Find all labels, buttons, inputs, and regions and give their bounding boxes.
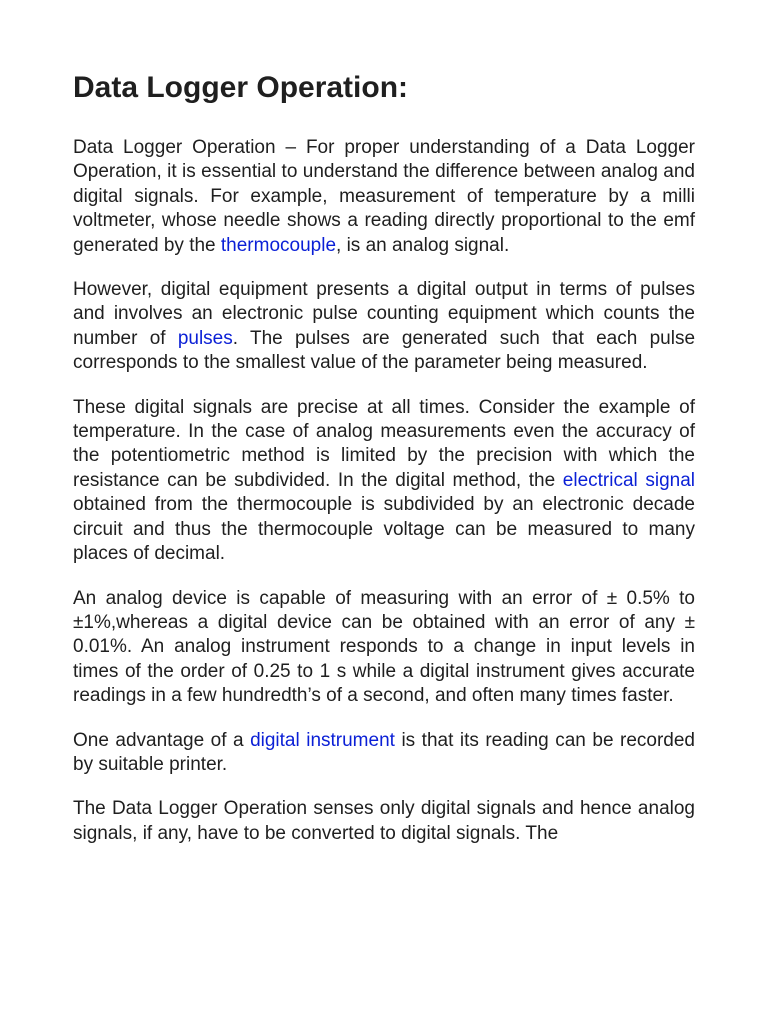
electrical-signal-link[interactable]: electrical signal — [562, 469, 695, 491]
paragraph-5-text-a: One advantage of a — [73, 729, 251, 751]
paragraph-1-text-a: Data Logger Operation – For proper understanding of a Data Logger Operation, it is essential to understand the difference between analog and digital signals. For example, measurement of temperature by a milli voltmeter, whose needle shows a reading directly proportional to the emf generated by the — [73, 137, 695, 256]
thermocouple-link[interactable]: thermocouple — [220, 234, 337, 256]
paragraph-3-text-b: obtained from the thermocouple is subdivided by an electronic decade circuit and thus the thermocouple voltage can be measured to many places of decimal. — [73, 494, 695, 565]
digital-instrument-link[interactable]: digital instrument — [250, 729, 395, 751]
paragraph-2 — [73, 278, 695, 376]
paragraph-2-text-a: However, digital equipment presents a digital output in terms of pulses and involves an electronic pulse counting equipment which counts the number of — [73, 279, 695, 349]
paragraph-3-text-a: These digital signals are precise at all times. Consider the example of temperature. In the case of analog measurements even the accuracy of the potentiometric method is limited by the precision with which the resistance can be subdivided. In the digital method, the — [73, 396, 695, 491]
paragraph-5-text-b: is that its reading can be recorded by suitable printer. — [73, 729, 695, 775]
paragraph-2-text-b: . The pulses are generated such that each pulse corresponds to the smallest value of the parameter being measured. — [73, 327, 696, 374]
paragraph-4: An analog device is capable of measuring with an error of ± 0.5% to ±1%,whereas a digital device can be obtained with an error of any ± 0.01%. An analog instrument responds to a change in input levels in times of the order of 0.25 to 1 s while a digital instrument gives accurate readings in a few hundredth’s of a second, and often many times faster. — [73, 587, 695, 707]
paragraph-1 — [73, 136, 695, 258]
paragraph-5 — [73, 729, 695, 778]
pulses-link[interactable]: pulses — [177, 327, 233, 349]
paragraph-3 — [73, 396, 695, 567]
article-title: Data Logger Operation: — [73, 71, 409, 104]
paragraph-6: The Data Logger Operation senses only digital signals and hence analog signals, if any, have to be converted to digital signals. The — [73, 798, 695, 844]
paragraph-1-text-b: , is an analog signal. — [336, 234, 510, 256]
